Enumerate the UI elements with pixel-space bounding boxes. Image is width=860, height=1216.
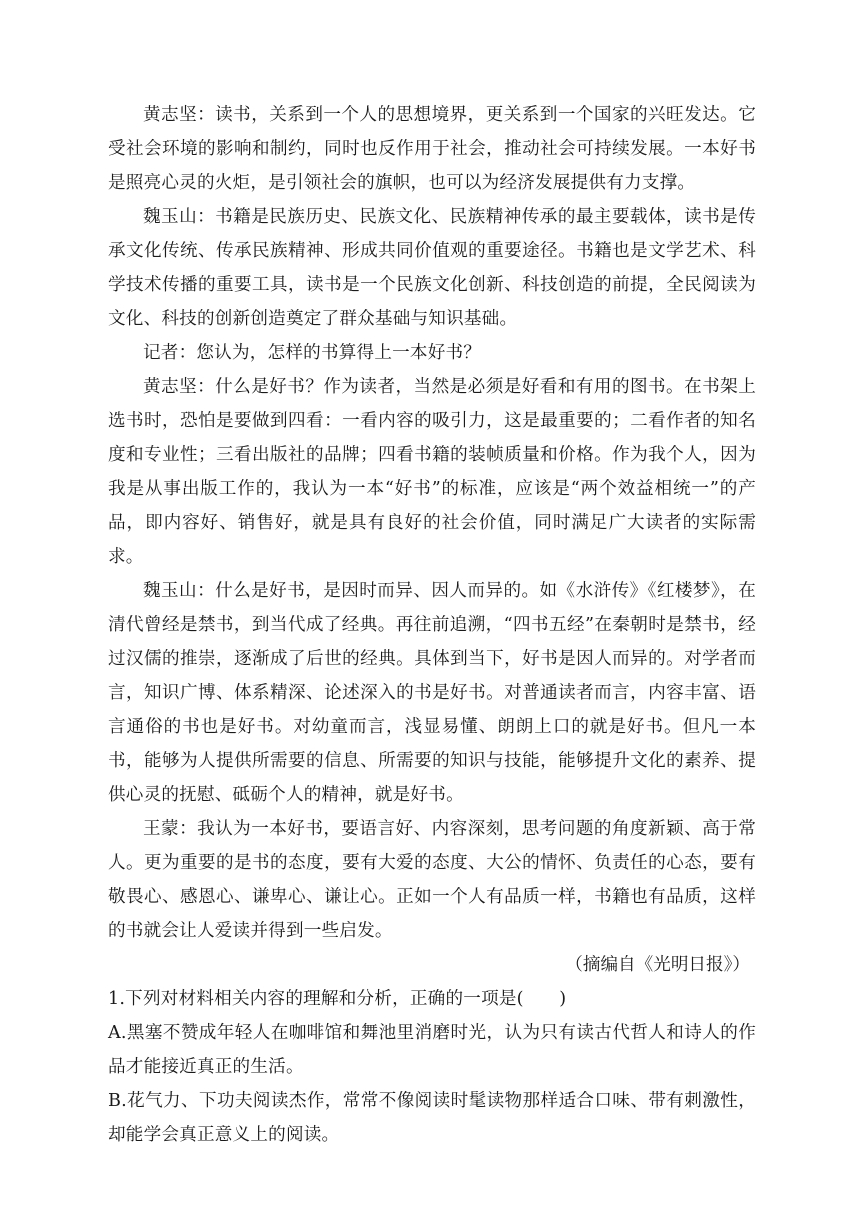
paragraph-wei-2: 魏玉山：什么是好书，是因时而异、因人而异的。如《水浒传》《红楼梦》，在清代曾经是禁书，到当代成了经典。再往前追溯，“四书五经”在秦朝时是禁书，经过汉儒的推崇，逐渐成了后世的经典。具体到当下，好书是因人而异的。对学者而言，知识广博、体系精深、论述深入的书是好书。对普通读者而言，内容丰富、语言通俗的书也是好书。对幼童而言，浅显易懂、朗朗上口的就是好书。但凡一本书，能够为人提供所需要的信息、所需要的知识与技能，能够提升文化的素养、提供心灵的抚慰、砥砺个人的精神，就是好书。 bbox=[108, 581, 756, 805]
paragraph-huang-1: 黄志坚：读书，关系到一个人的思想境界，更关系到一个国家的兴旺发达。它受社会环境的影响和制约，同时也反作用于社会，推动社会可持续发展。一本好书是照亮心灵的火炬，是引领社会的旗帜，也可以为经济发展提供有力支撑。 bbox=[108, 105, 756, 193]
option-b: B.花气力、下功夫阅读杰作，常常不像阅读时髦读物那样适合口味、带有刺激性，却能学会真正意义上的阅读。 bbox=[108, 1091, 756, 1145]
source-citation: （摘编自《光明日报》） bbox=[565, 955, 750, 975]
question-stem: 1.下列对材料相关内容的理解和分析，正确的一项是( ) bbox=[108, 989, 567, 1009]
document-body bbox=[108, 98, 756, 1152]
paragraph-wei-1: 魏玉山：书籍是民族历史、民族文化、民族精神传承的最主要载体，读书是传承文化传统、传承民族精神、形成共同价值观的重要途径。书籍也是文学艺术、科学技术传播的重要工具，读书是一个民族文化创新、科技创造的前提，全民阅读为文化、科技的创新创造奠定了群众基础与知识基础。 bbox=[108, 207, 756, 329]
paragraph-huang-2: 黄志坚：什么是好书？作为读者，当然是必须是好看和有用的图书。在书架上选书时，恐怕是要做到四看：一看内容的吸引力，这是最重要的；二看作者的知名度和专业性；三看出版社的品牌；四看书籍的装帧质量和价格。作为我个人，因为我是从事出版工作的，我认为一本“好书”的标准，应该是“两个效益相统一”的产品，即内容好、销售好，就是具有良好的社会价值，同时满足广大读者的实际需求。 bbox=[108, 377, 756, 567]
paragraph-reporter-question: 记者：您认为，怎样的书算得上一本好书？ bbox=[143, 343, 482, 363]
paragraph-wang-meng: 王蒙：我认为一本好书，要语言好、内容深刻，思考问题的角度新颖、高于常人。更为重要的是书的态度，要有大爱的态度、大公的情怀、负责任的心态，要有敬畏心、感恩心、谦卑心、谦让心。正如一个人有品质一样，书籍也有品质，这样的书就会让人爱读并得到一些启发。 bbox=[108, 819, 756, 941]
option-a: A.黑塞不赞成年轻人在咖啡馆和舞池里消磨时光，认为只有读古代哲人和诗人的作品才能接近真正的生活。 bbox=[108, 1023, 756, 1077]
